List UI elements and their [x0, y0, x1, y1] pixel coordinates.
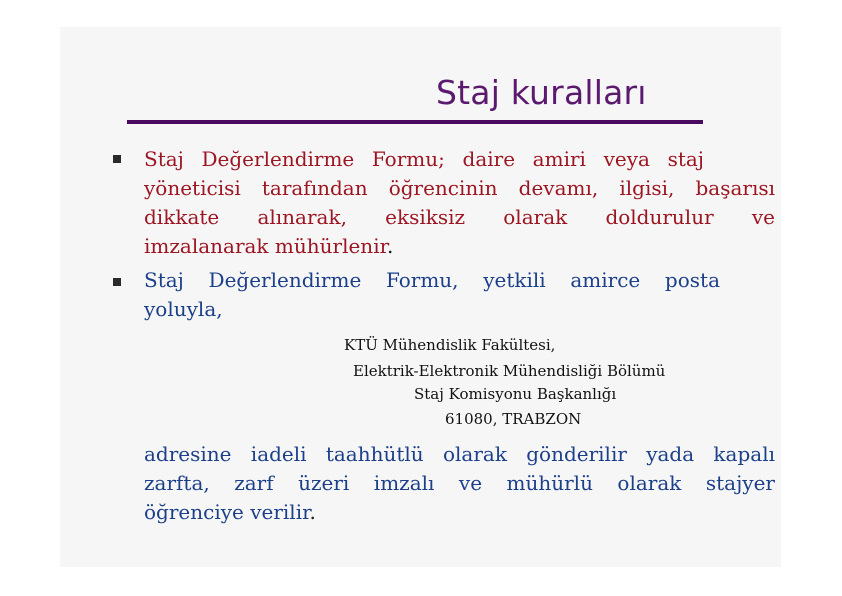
bullet-1-line-2: yöneticisi tarafından öğrencinin devamı, ilgisi, başarısı: [144, 176, 775, 200]
closing-period: .: [309, 500, 316, 524]
bullet-1-line-1: Staj Değerlendirme Formu; daire amiri veya staj: [144, 147, 704, 171]
bullet-1-line-4: [144, 232, 775, 261]
closing-line-3-text: öğrenciye verilir: [144, 500, 310, 524]
slide-title: Staj kuralları: [436, 73, 647, 112]
bullet-2-line-2: yoluyla,: [144, 297, 223, 321]
address-line-1: KTÜ Mühendislik Fakültesi,: [344, 336, 556, 354]
closing-line-1: adresine iadeli taahhütlü olarak gönderilir yada kapalı: [144, 442, 775, 466]
bullet-1-line-3: dikkate alınarak, eksiksiz olarak doldurulur ve: [144, 205, 775, 229]
bullet-paragraph-1: [144, 145, 775, 261]
bullet-paragraph-2: [144, 266, 775, 324]
title-underline: [127, 120, 703, 124]
address-line-3: Staj Komisyonu Başkanlığı: [414, 385, 617, 403]
bullet-1-period: .: [386, 234, 394, 258]
address-line-4: 61080, TRABZON: [445, 410, 582, 428]
bullet-square-icon: [113, 278, 121, 286]
address-line-2: Elektrik-Elektronik Mühendisliği Bölümü: [353, 362, 666, 380]
bullet-1-line-4-text: imzalanarak mühürlenir: [144, 234, 387, 258]
bullet-square-icon: [113, 155, 121, 163]
closing-paragraph: [144, 440, 775, 527]
closing-line-3: [144, 498, 775, 527]
closing-line-2: zarfta, zarf üzeri imzalı ve mühürlü olarak stajyer: [144, 471, 775, 495]
bullet-2-line-1: Staj Değerlendirme Formu, yetkili amirce posta: [144, 268, 720, 292]
